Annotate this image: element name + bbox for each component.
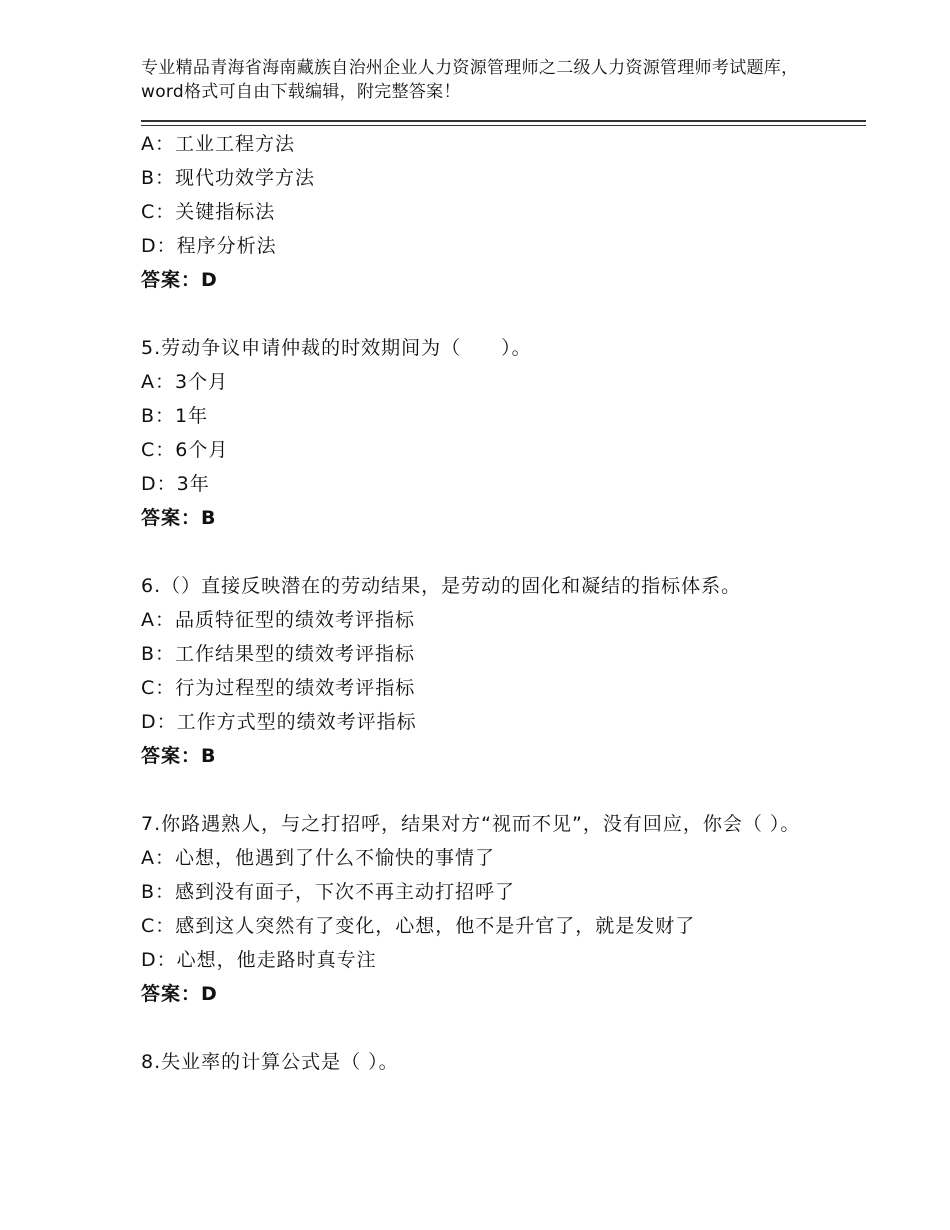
option-b: B：1年 bbox=[141, 405, 209, 427]
answer: 答案：B bbox=[141, 745, 217, 767]
option-a: A：3个月 bbox=[141, 371, 229, 393]
option-a: A：工业工程方法 bbox=[141, 133, 295, 155]
header-rule-thick bbox=[141, 120, 866, 122]
document-header: 专业精品青海省海南藏族自治州企业人力资源管理师之二级人力资源管理师考试题库，word格式可自由下载编辑，附完整答案！ bbox=[141, 58, 799, 102]
option-c: C：感到这人突然有了变化，心想，他不是升官了，就是发财了 bbox=[141, 915, 696, 937]
spacer bbox=[141, 773, 866, 807]
option-d: D：工作方式型的绩效考评指标 bbox=[141, 711, 417, 733]
question-8 bbox=[141, 1045, 866, 1079]
option-c: C：关键指标法 bbox=[141, 201, 276, 223]
spacer bbox=[141, 297, 866, 331]
question-stem: 5.劳动争议申请仲裁的时效期间为（ ）。 bbox=[141, 337, 532, 359]
question-4-continued bbox=[141, 127, 866, 297]
question-stem: 6.（）直接反映潜在的劳动结果，是劳动的固化和凝结的指标体系。 bbox=[141, 575, 742, 597]
spacer bbox=[141, 1011, 866, 1045]
option-d: D：3年 bbox=[141, 473, 210, 495]
option-c: C：6个月 bbox=[141, 439, 229, 461]
question-stem: 8.失业率的计算公式是（ ）。 bbox=[141, 1051, 399, 1073]
header-rule-thin bbox=[141, 125, 866, 126]
option-a: A：品质特征型的绩效考评指标 bbox=[141, 609, 415, 631]
question-7 bbox=[141, 807, 866, 1011]
answer: 答案：D bbox=[141, 269, 218, 291]
question-5 bbox=[141, 331, 866, 535]
question-stem: 7.你路遇熟人，与之打招呼，结果对方“视而不见”，没有回应，你会（ ）。 bbox=[141, 813, 801, 835]
question-list bbox=[141, 127, 866, 1079]
spacer bbox=[141, 535, 866, 569]
option-b: B：感到没有面子，下次不再主动打招呼了 bbox=[141, 881, 516, 903]
option-b: B：工作结果型的绩效考评指标 bbox=[141, 643, 416, 665]
option-d: D：心想，他走路时真专注 bbox=[141, 949, 377, 971]
option-b: B：现代功效学方法 bbox=[141, 167, 316, 189]
answer: 答案：B bbox=[141, 507, 217, 529]
option-c: C：行为过程型的绩效考评指标 bbox=[141, 677, 416, 699]
question-6 bbox=[141, 569, 866, 773]
option-a: A：心想，他遇到了什么不愉快的事情了 bbox=[141, 847, 495, 869]
option-d: D：程序分析法 bbox=[141, 235, 277, 257]
answer: 答案：D bbox=[141, 983, 218, 1005]
